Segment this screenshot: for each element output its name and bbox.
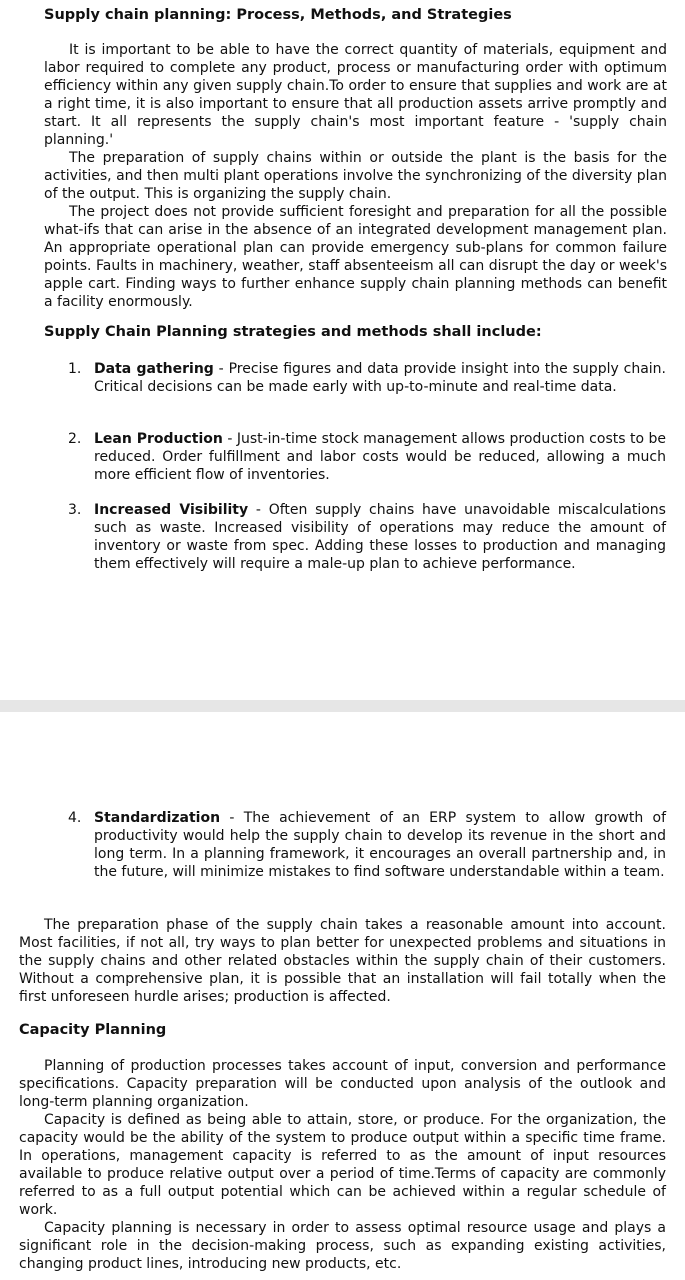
strategies-heading: Supply Chain Planning strategies and methods shall include: — [44, 324, 542, 340]
list-item-text: - Just-in-time stock management allows production costs to be reduced. Order fulfillment and labor costs would be reduced, allowing a much more efficient flow of inventories. — [94, 431, 666, 483]
intro-paragraph-1: It is important to be able to have the correct quantity of materials, equipment and labor required to complete any product, process or manufacturing order with optimum efficiency within any given supply chain.To order to ensure that supplies and work are at a right time, it is also important to ensure that all production assets arrive promptly and start. It all represents the supply chain's most important feature - 'supply chain planning.' — [44, 42, 667, 148]
list-item-3 — [68, 501, 666, 573]
document-title: Supply chain planning: Process, Methods, and Strategies — [44, 7, 512, 23]
preparation-section — [19, 916, 666, 1006]
list-item-term: Standardization — [94, 810, 221, 826]
list-item-number: 3. — [68, 502, 82, 518]
list-item-4 — [68, 809, 666, 881]
list-item-number: 4. — [68, 810, 82, 826]
list-item-1 — [68, 360, 666, 396]
capacity-paragraph-3: Capacity planning is necessary in order to assess optimal resource usage and plays a significant role in the decision-making process, such as expanding existing activities, changing product lines, introducing new products, etc. — [19, 1220, 666, 1272]
intro-paragraph-3: The project does not provide sufficient foresight and preparation for all the possible what-ifs that can arise in the absence of an integrated development management plan. An appropriate operational plan can provide emergency sub-plans for common failure points. Faults in machinery, weather, staff absenteeism all can disrupt the day or week's apple cart. Finding ways to further enhance supply chain planning methods can benefit a facility enormously. — [44, 204, 667, 310]
list-item-term: Increased Visibility — [94, 502, 249, 518]
list-item-2 — [68, 430, 666, 484]
list-item-number: 1. — [68, 361, 82, 377]
page-separator — [0, 700, 685, 712]
capacity-planning-heading: Capacity Planning — [19, 1022, 167, 1038]
intro-paragraph-2: The preparation of supply chains within or outside the plant is the basis for the activities, and then multi plant operations involve the synchronizing of the diversity plan of the output. This is organizing the supply chain. — [44, 150, 667, 202]
document-page-2 — [0, 712, 685, 1280]
list-item-text: - Often supply chains have unavoidable miscalculations such as waste. Increased visibility of operations may reduce the amount of inventory or waste from spec. Adding these losses to production and managing them effectively will require a male-up plan to achieve performance. — [94, 502, 666, 572]
list-item-text: - The achievement of an ERP system to allow growth of productivity would help the supply chain to develop its revenue in the short and long term. In a planning framework, it encourages an overall partnership and, in the future, will minimize mistakes to find software understandable within a team. — [94, 810, 666, 880]
preparation-paragraph: The preparation phase of the supply chain takes a reasonable amount into account. Most facilities, if not all, try ways to plan better for unexpected problems and situations in the supply chains and other related obstacles within the supply chain of their customers. Without a comprehensive plan, it is possible that an installation will fail totally when the first unforeseen hurdle arises; production is affected. — [19, 917, 666, 1005]
intro-section — [44, 41, 667, 311]
capacity-paragraph-2: Capacity is defined as being able to attain, store, or produce. For the organization, the capacity would be the ability of the system to produce output within a specific time frame. In operations, management capacity is referred to as the amount of input resources available to produce relative output over a period of time.Terms of capacity are commonly referred to as a full output potential which can be achieved within a regular schedule of work. — [19, 1112, 666, 1218]
capacity-paragraph-1: Planning of production processes takes account of input, conversion and performance specifications. Capacity preparation will be conducted upon analysis of the outlook and long-term planning organization. — [19, 1058, 666, 1110]
list-item-term: Lean Production — [94, 431, 223, 447]
list-item-number: 2. — [68, 431, 82, 447]
list-item-text: - Precise figures and data provide insight into the supply chain. Critical decisions can be made early with up-to-minute and real-time data. — [94, 361, 666, 395]
list-item-term: Data gathering — [94, 361, 214, 377]
capacity-section — [19, 1057, 666, 1273]
